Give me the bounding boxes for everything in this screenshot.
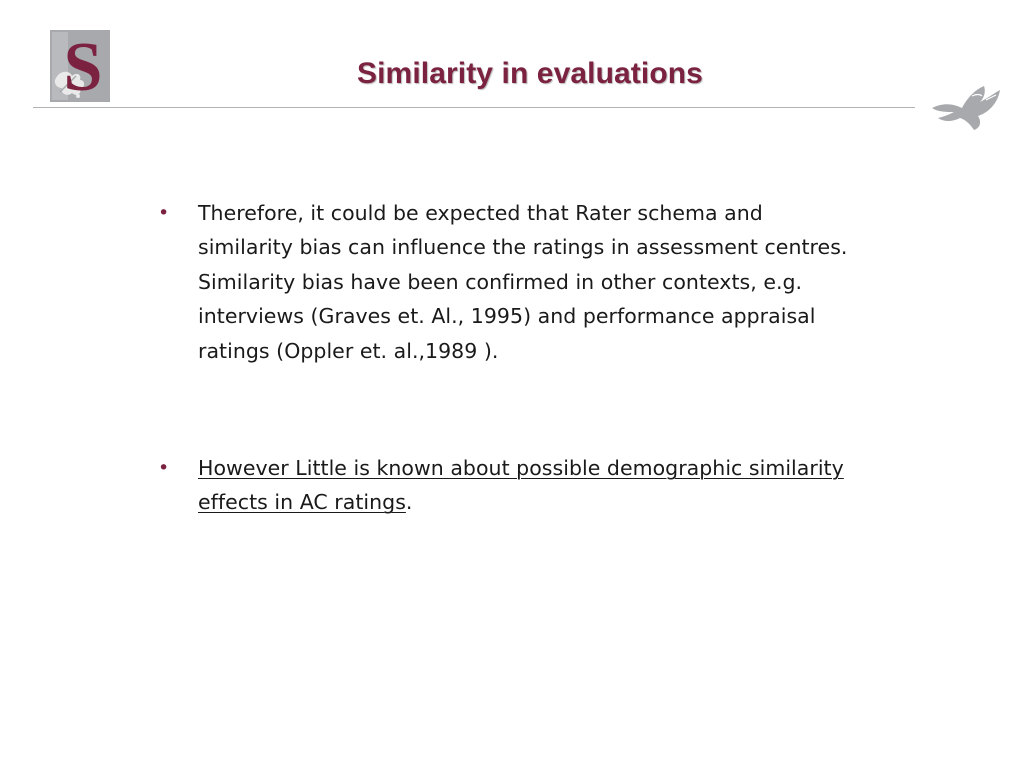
bullet-list xyxy=(158,196,858,520)
bullet-text xyxy=(198,451,858,520)
title-divider xyxy=(33,107,915,108)
svg-text:S: S xyxy=(63,30,103,102)
university-logo-icon xyxy=(50,30,110,102)
bullet-item xyxy=(158,196,858,368)
bird-emblem-icon xyxy=(928,82,1002,134)
bullet-marker: • xyxy=(158,457,170,480)
slide-title: Similarity in evaluations xyxy=(357,57,703,90)
trailing-period: . xyxy=(405,490,413,515)
bullet-marker: • xyxy=(158,202,170,224)
underlined-statement: However Little is known about possible demographic similarity effects in AC ratings xyxy=(198,456,844,515)
bullet-item xyxy=(158,451,858,520)
bullet-text: Therefore, it could be expected that Rater schema and similarity bias can influence the ratings in assessment centres. Similarity bias have been confirmed in other contexts, e.g. interviews (Graves et. Al., 1995) and performance appraisal ratings (Oppler et. al.,1989 ). xyxy=(198,201,848,363)
